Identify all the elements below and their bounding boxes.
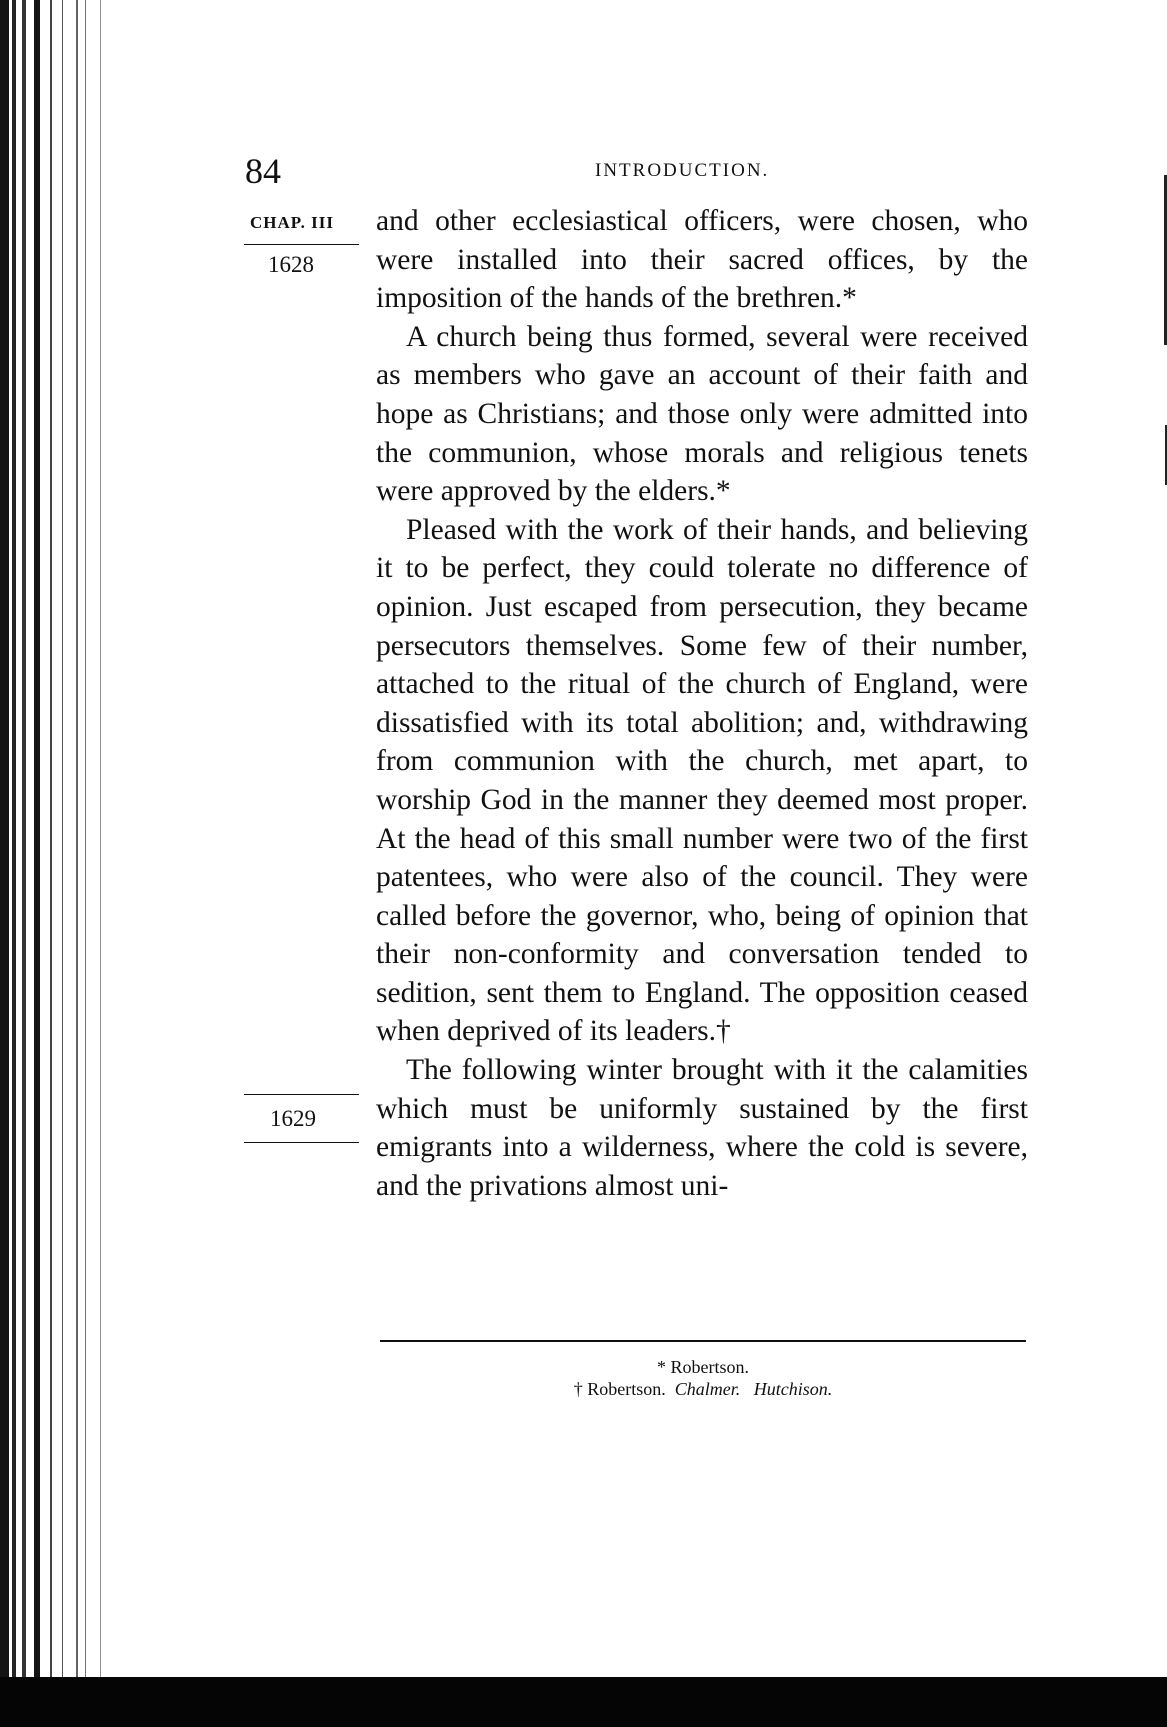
footnote-dagger: † bbox=[573, 1379, 583, 1399]
paragraph: and other ecclesiastical officers, were chosen, who were installed into their sacred offices, by the imposition of the hands of the brethren.* bbox=[376, 205, 1028, 315]
body-text bbox=[376, 202, 1028, 1205]
margin-rule bbox=[244, 1094, 359, 1095]
paragraph: The following winter brought with it the calamities which must be uniformly sustained by the first emigrants into a wilderness, where the cold is severe, and the privations almost uni- bbox=[376, 1054, 1028, 1202]
paragraph: A church being thus formed, several were received as members who gave an account of their faith and hope as Christians; and those only were admitted into the communion, whose morals and religious tenets were approved by the elders.* bbox=[376, 320, 1028, 508]
footnotes bbox=[380, 1356, 1026, 1400]
paragraph: Pleased with the work of their hands, and believing it to be perfect, they could tolerate no difference of opinion. Just escaped from persecution, they became persecutors themselves. Some few of their number, attached to the ritual of the church of England, were dissatisfied with its total abolition; and, withdrawing from communion with the church, met apart, to worship God in the manner they deemed most proper. At the head of this small number were two of the first patentees, who were also of the council. They were called before the governor, who, being of opinion that their non-conformity and conversation tended to sedition, sent them to England. The opposition ceased when deprived of its leaders.† bbox=[376, 513, 1028, 1048]
running-head: INTRODUCTION. bbox=[595, 160, 770, 181]
margin-rule bbox=[244, 244, 359, 245]
footnote-source: Chalmer. bbox=[674, 1379, 741, 1399]
footnote-2 bbox=[380, 1378, 1026, 1400]
scanned-binding-edge bbox=[0, 0, 115, 1727]
scanned-bottom-edge bbox=[0, 1677, 1167, 1727]
footnote-source: Robertson. bbox=[587, 1379, 666, 1399]
margin-rule bbox=[244, 1142, 359, 1143]
margin-year-1629: 1629 bbox=[270, 1106, 316, 1131]
footnote-1: * Robertson. bbox=[657, 1357, 749, 1377]
footnote-source: Hutchison. bbox=[753, 1379, 833, 1399]
margin-year-1628: 1628 bbox=[268, 252, 314, 277]
footnote-rule bbox=[380, 1340, 1026, 1342]
page-number: 84 bbox=[245, 151, 281, 191]
margin-chapter-label: CHAP. III bbox=[250, 213, 334, 232]
